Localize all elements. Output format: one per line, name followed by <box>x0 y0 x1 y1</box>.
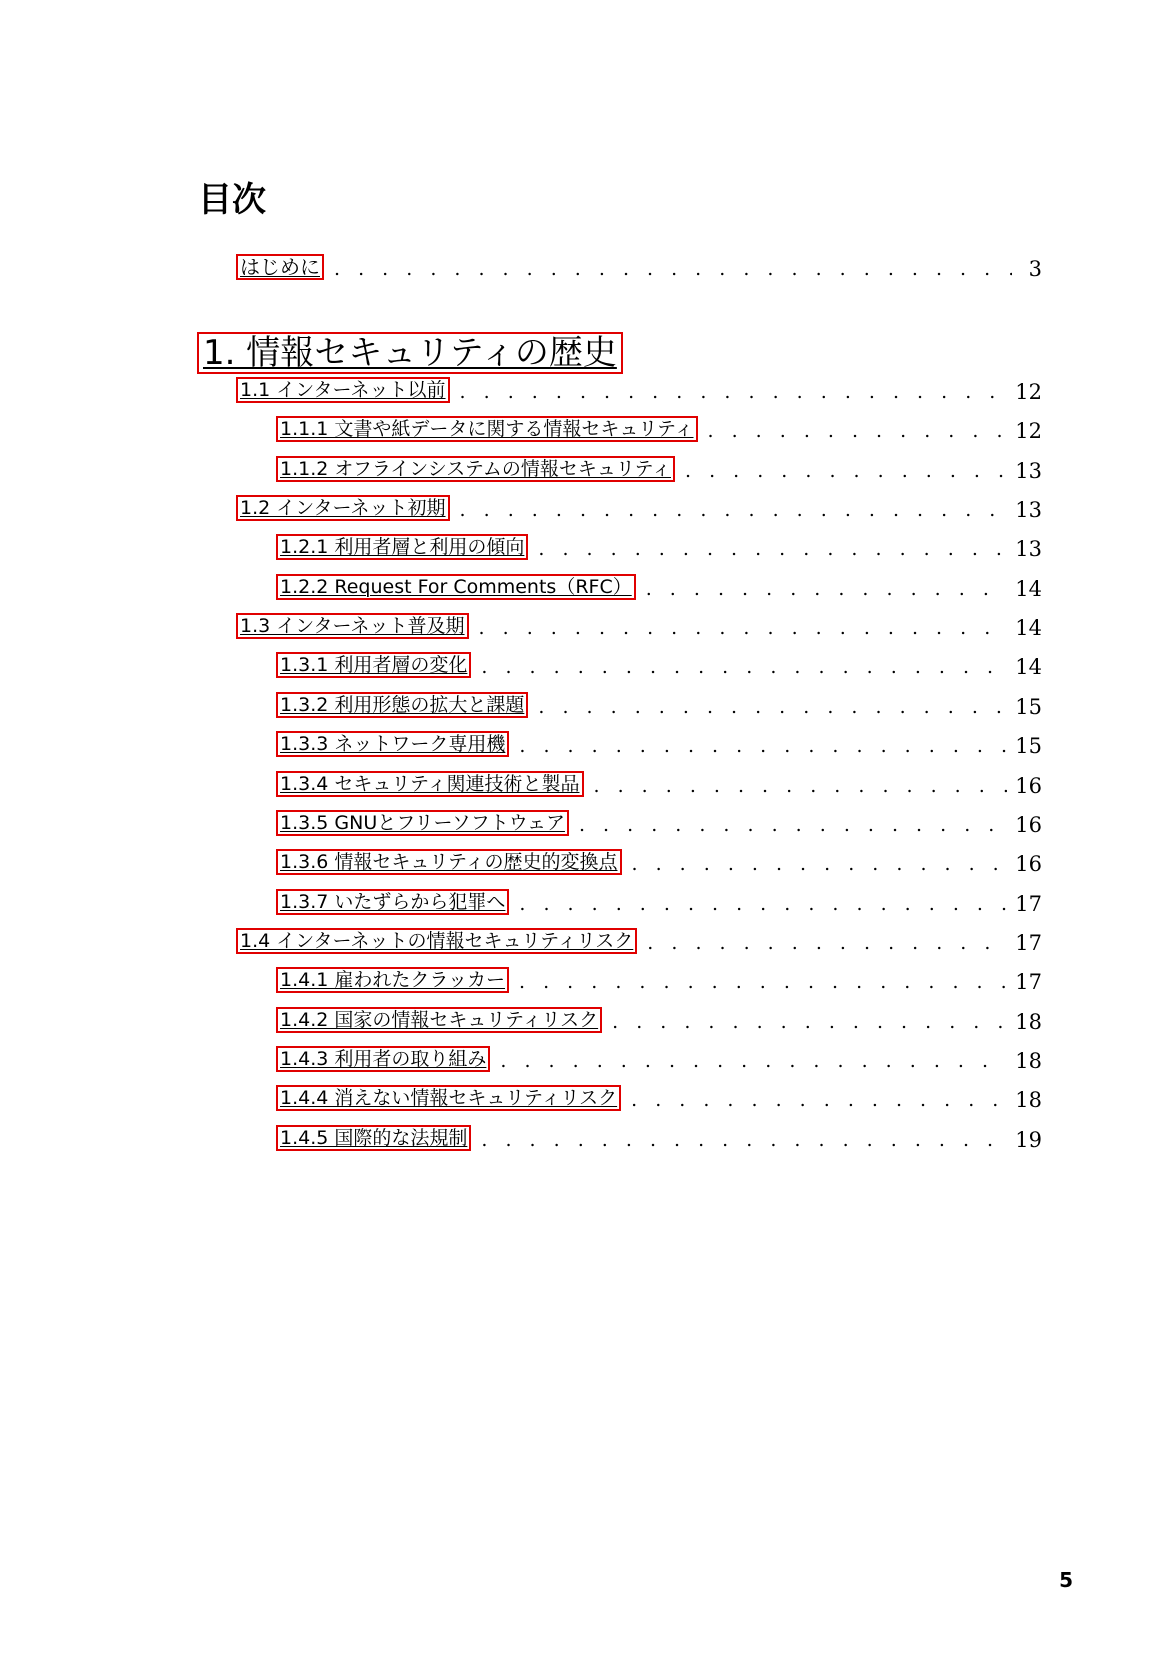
chapter-heading[interactable]: 1. 情報セキュリティの歴史 <box>197 332 623 374</box>
toc-entry[interactable] <box>236 491 1042 521</box>
toc-entry-label[interactable]: 1.1.1 文書や紙データに関する情報セキュリティ <box>276 416 698 442</box>
toc-page-number: 3 <box>1028 257 1042 281</box>
toc-entry[interactable] <box>276 570 1042 600</box>
dot-leader <box>646 578 1008 600</box>
toc-entry[interactable] <box>276 530 1042 560</box>
toc-entry[interactable] <box>236 373 1042 403</box>
toc-page-number: 14 <box>1015 577 1042 601</box>
toc-page-number: 18 <box>1015 1049 1042 1073</box>
toc-page-number: 14 <box>1015 655 1042 679</box>
dot-leader <box>685 460 1007 482</box>
toc-entry-label[interactable]: 1.2.2 Request For Comments（RFC） <box>276 574 636 600</box>
toc-entry[interactable] <box>276 806 1042 836</box>
toc-entry[interactable] <box>276 1042 1042 1072</box>
toc-page-number: 15 <box>1015 695 1042 719</box>
toc-page-number: 17 <box>1015 931 1042 955</box>
dot-leader <box>632 853 1008 875</box>
toc-entry[interactable] <box>276 885 1042 915</box>
toc-page-number: 19 <box>1015 1128 1042 1152</box>
toc-entry[interactable] <box>236 924 1042 954</box>
toc-entry[interactable] <box>276 412 1042 442</box>
toc-entry-label[interactable]: 1.3.3 ネットワーク専用機 <box>276 731 509 757</box>
toc-entry[interactable] <box>276 452 1042 482</box>
toc-entry-label[interactable]: 1.1.2 オフラインシステムの情報セキュリティ <box>276 456 675 482</box>
toc-entry-label[interactable]: 1.4.4 消えない情報セキュリティリスク <box>276 1085 621 1111</box>
toc-page-number: 13 <box>1015 537 1042 561</box>
toc-entry[interactable] <box>276 648 1042 678</box>
dot-leader <box>481 656 1007 678</box>
dot-leader <box>519 735 1007 757</box>
toc-entry[interactable] <box>276 727 1042 757</box>
toc-entry-label[interactable]: 1.3.4 セキュリティ関連技術と製品 <box>276 771 584 797</box>
toc-entry[interactable] <box>276 963 1042 993</box>
toc-entry[interactable] <box>276 1121 1042 1151</box>
toc-entry-label[interactable]: 1.3.1 利用者層の変化 <box>276 652 471 678</box>
toc-entry[interactable] <box>276 767 1042 797</box>
toc-page-number: 16 <box>1015 813 1042 837</box>
toc-entry-label[interactable]: 1.3.5 GNUとフリーソフトウェア <box>276 810 569 836</box>
toc-entry-label[interactable]: 1.4.1 雇われたクラッカー <box>276 967 509 993</box>
toc-page-number: 18 <box>1015 1088 1042 1112</box>
toc-entry-label[interactable]: 1.3.2 利用形態の拡大と課題 <box>276 692 528 718</box>
toc-page-number: 16 <box>1015 774 1042 798</box>
toc-page-number: 14 <box>1015 616 1042 640</box>
toc-entry[interactable] <box>276 1081 1042 1111</box>
toc-entry[interactable] <box>276 688 1042 718</box>
dot-leader <box>460 499 1008 521</box>
toc-entry-label[interactable]: 1.3.7 いたずらから犯罪へ <box>276 889 509 915</box>
dot-leader <box>647 932 1007 954</box>
toc-entry-label[interactable]: 1.4 インターネットの情報セキュリティリスク <box>236 928 637 954</box>
toc-page-number: 13 <box>1015 498 1042 522</box>
page-footer-number: 5 <box>1059 1568 1073 1592</box>
toc-entry-label[interactable]: 1.4.3 利用者の取り組み <box>276 1046 490 1072</box>
toc-page-number: 15 <box>1015 734 1042 758</box>
toc-page-number: 16 <box>1015 852 1042 876</box>
dot-leader <box>631 1089 1007 1111</box>
dot-leader <box>708 420 1008 442</box>
toc-entry[interactable] <box>236 609 1042 639</box>
dot-leader <box>479 617 1008 639</box>
dot-leader <box>500 1050 1007 1072</box>
dot-leader <box>538 696 1007 718</box>
dot-leader <box>481 1129 1007 1151</box>
toc-page-number: 12 <box>1015 419 1042 443</box>
toc-entry-label[interactable]: 1.2.1 利用者層と利用の傾向 <box>276 534 528 560</box>
dot-leader <box>519 893 1007 915</box>
toc-entry[interactable] <box>276 845 1042 875</box>
dot-leader <box>519 971 1007 993</box>
dot-leader <box>594 775 1008 797</box>
toc-page-number: 17 <box>1015 892 1042 916</box>
dot-leader <box>612 1011 1007 1033</box>
toc-page-number: 17 <box>1015 970 1042 994</box>
toc-entry-label[interactable]: 1.2 インターネット初期 <box>236 495 450 521</box>
toc-entry[interactable] <box>276 1003 1042 1033</box>
toc-page-number: 12 <box>1015 380 1042 404</box>
toc-entry-label[interactable]: 1.1 インターネット以前 <box>236 377 450 403</box>
dot-leader <box>538 538 1007 560</box>
dot-leader <box>579 814 1007 836</box>
toc-entry-label[interactable]: 1.3 インターネット普及期 <box>236 613 469 639</box>
toc-entry-label[interactable]: 1.4.5 国際的な法規制 <box>276 1125 471 1151</box>
toc-page-number: 18 <box>1015 1010 1042 1034</box>
toc-entry-label[interactable]: 1.3.6 情報セキュリティの歴史的変換点 <box>276 849 622 875</box>
toc-entry-label[interactable]: はじめに <box>236 254 324 280</box>
dot-leader <box>460 381 1008 403</box>
toc-entry-label[interactable]: 1.4.2 国家の情報セキュリティリスク <box>276 1007 602 1033</box>
toc-page-number: 13 <box>1015 459 1042 483</box>
toc-title: 目次 <box>198 180 266 220</box>
